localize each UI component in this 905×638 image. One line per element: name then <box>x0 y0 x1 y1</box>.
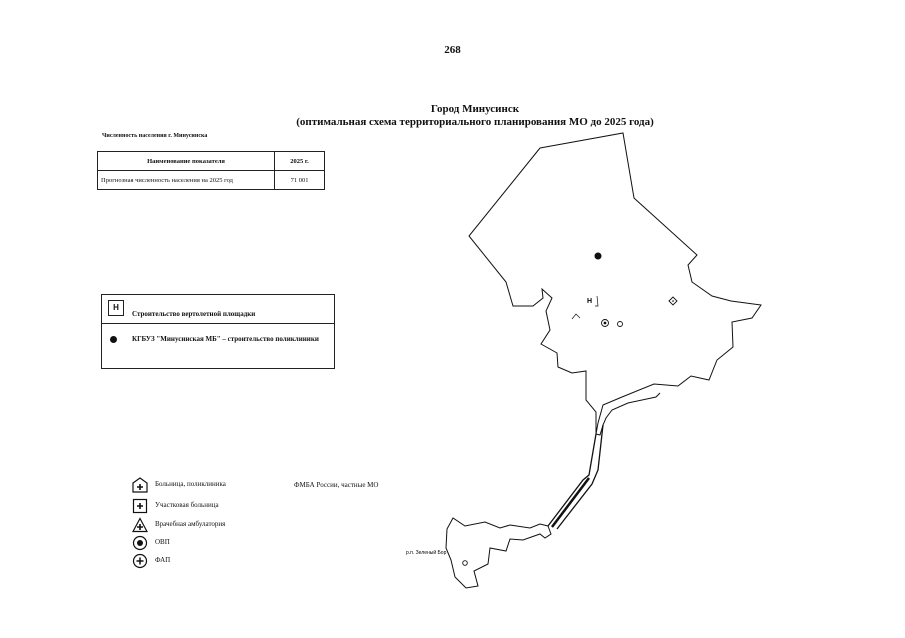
population-caption: Численность населения г. Минусинска <box>102 133 208 139</box>
zeleny-bor-boundary <box>446 518 551 588</box>
heliport-marker: H <box>587 298 593 305</box>
corridor-fill <box>552 478 589 527</box>
legend-heliport-label: Строительство вертолетной площадки <box>132 310 256 318</box>
legend-polyclinic-label: КГБУЗ "Минусинская МБ" – строительство поликлиники <box>132 335 319 343</box>
ambulatory-marker <box>669 297 677 305</box>
zeleny-bor-fap-marker <box>463 561 468 566</box>
corridor <box>548 425 603 529</box>
polyclinic-marker <box>595 253 602 260</box>
page-number: 268 <box>444 44 461 56</box>
city-boundary <box>540 133 761 435</box>
map-title-line1: Город Минусинск <box>430 103 520 115</box>
heliport-icon: H <box>108 300 124 316</box>
table-header-year: 2025 г. <box>275 152 325 171</box>
symbol-ambulatory-label: Врачебная амбулатория <box>155 520 226 528</box>
city-boundary-west <box>469 148 596 434</box>
table-header-name: Наименование показателя <box>98 152 275 171</box>
table-cell-value: 71 001 <box>275 171 325 190</box>
map-title-line2: (оптимальная схема территориального планирования МО до 2025 года) <box>296 116 654 128</box>
symbol-fap-label: ФАП <box>155 556 171 564</box>
symbol-ovp-label: ОВП <box>155 538 170 546</box>
fap-marker <box>618 322 623 327</box>
symbol-hospital-label: Больница, поликлиника <box>155 480 226 488</box>
small-marker <box>572 314 580 319</box>
symbol-other-label: ФМБА России, частные МО <box>294 481 379 489</box>
place-label-zeleny-bor: р.п. Зеленый Бор <box>406 550 447 556</box>
heliport-marker-bracket <box>595 296 598 306</box>
symbol-district-hospital-label: Участковая больница <box>155 501 219 509</box>
table-cell-label: Прогнозная численность населения на 2025 год <box>98 171 275 190</box>
hospital-marker <box>602 320 609 327</box>
